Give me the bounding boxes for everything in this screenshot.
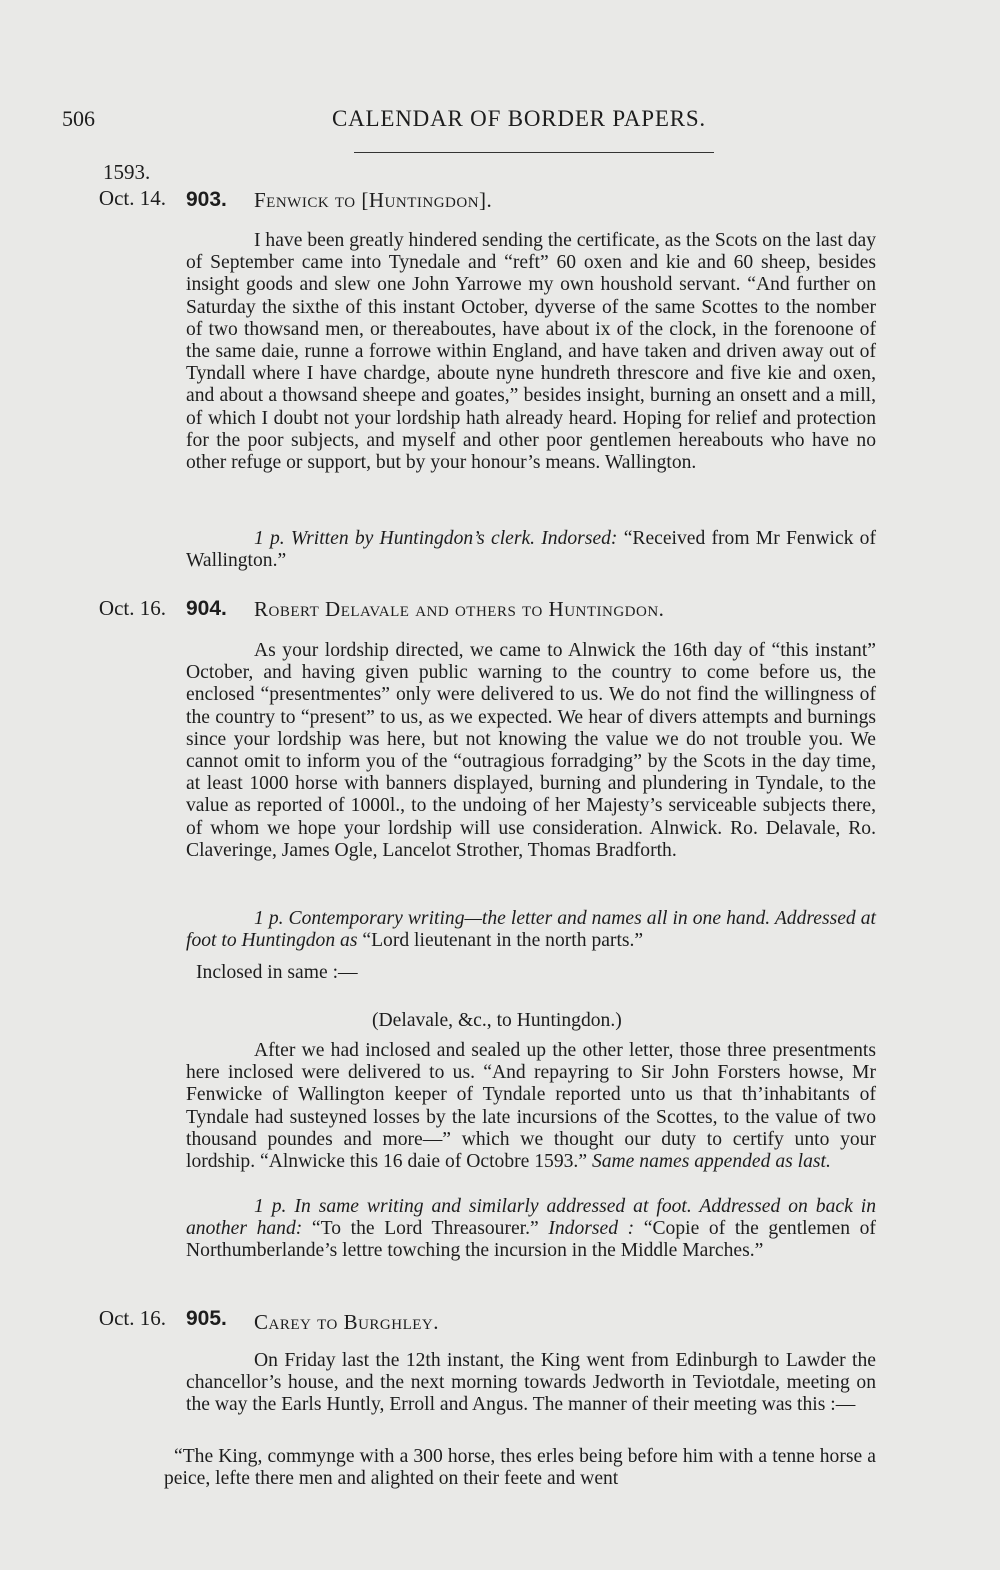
inclosure-title: (Delavale, &c., to Huntingdon.) [372, 1010, 622, 1031]
note-plain: “To the Lord Threasourer.” [311, 1218, 539, 1240]
page-number: 506 [62, 106, 95, 131]
entry-body: I have been greatly hindered sending the certificate, as the Scots on the last day of September came into Tynedale and “reft” 60 oxen and kie and 60 sheep, besides insight goods and slew one John Yarrowe my own houshold servant. “And further on Saturday the sixthe of this instant October, dyverse of the same Scottes to the nomber of two thowsand men, or thereaboutes, have about ix of the clock, in the forenoone of the same daie, runne a forrowe within England, and have taken and driven away out of Tyndall where I have chardge, aboute nyne hundreth threscore and five kie and oxen, and about a thowsand sheepe and goates,” besides insight, burning an onsett and a mill, of which I doubt not your lordship hath already heard. Hoping for relief and protection for the poor subjects, and myself and other poor gentlemen hereabouts who have no other refuge or support, but by your honour’s means. Wallington. [186, 230, 876, 474]
entry-number: 905. [186, 1307, 227, 1330]
entry-note [186, 908, 876, 952]
running-title: CALENDAR OF BORDER PAPERS. [332, 106, 706, 131]
entry-note [186, 528, 876, 572]
inclosure-note [186, 1196, 876, 1263]
inclosure-body [186, 1040, 876, 1173]
note-italic: 1 p. Contemporary writing—the letter and names all in one hand. Addressed at foot to Huntingdon as [186, 908, 876, 952]
note-italic-2: Indorsed : [548, 1218, 635, 1240]
note-italic: 1 p. Written by Huntingdon’s clerk. Indorsed: [254, 528, 618, 549]
inclosure-tail: Same names appended as last. [591, 1151, 831, 1173]
entry-date: Oct. 14. [98, 186, 166, 210]
entry-number: 904. [186, 597, 227, 620]
entry-title: Robert Delavale and others to Huntingdon. [254, 597, 665, 621]
entry-number: 903. [186, 188, 227, 211]
entry-title: Carey to Burghley. [254, 1310, 439, 1334]
entry-year: 1593. [103, 160, 151, 184]
inclosure-text: After we had inclosed and sealed up the other letter, those three presentments here inclosed were delivered to us. “And repayring to Sir John Forsters howse, Mr Fenwicke of Wallington keeper of Tyndale reported unto us that th’inhabitants of Tyndale had susteyned losses by the late incursions of the Scottes, to the value of two thousand poundes and more—” which we thought our duty to certify unto your lordship. “Alnwicke this 16 daie of Octobre 1593.” [186, 1040, 876, 1173]
entry-title: Fenwick to [Huntingdon]. [254, 188, 493, 212]
note-italic: 1 p. In same writing and similarly addressed at foot. Addressed on back in another hand: [186, 1196, 876, 1240]
entry-body: On Friday last the 12th instant, the King went from Edinburgh to Lawder the chancellor’s house, and the next morning towards Jedworth in Teviotdale, meeting on the way the Earls Huntly, Erroll and Angus. The manner of their meeting was this :— [186, 1350, 876, 1416]
note-plain: “Received from Mr Fenwick of Wallington.” [186, 528, 876, 572]
header-rule [354, 152, 714, 153]
page-header [62, 100, 752, 144]
entry-body: As your lordship directed, we came to Alnwick the 16th day of “this instant” October, and having given public warning to the country to come before us, the enclosed “presentmentes” only were delivered to us. We do not find the willingness of the country to “present” to us, as we expected. We hear of divers attempts and burnings since your lordship was here, but not knowing the value we do not trouble you. We cannot omit to inform you of the “outragious forradging” by the Scots in the day time, at least 1000 horse with banners displayed, burning and plundering in Tyndale, to the value as reported of 1000l., to the undoing of her Majesty’s serviceable subjects there, of whom we hope your lordship will use consideration. Alnwick. Ro. Delavale, Ro. Claveringe, James Ogle, Lancelot Strother, Thomas Bradforth. [186, 640, 876, 861]
entry-quote: “The King, commynge with a 300 horse, thes erles being before him with a tenne horse a peice, lefte there men and alighted on their feete and went [164, 1446, 876, 1490]
inclosed-label: Inclosed in same :— [196, 962, 358, 983]
note-plain-2: “Copie of the gentlemen of Northumberlande’s lettre towching the incursion in the Middle Marches.” [186, 1218, 876, 1262]
entry-date: Oct. 16. [98, 1306, 166, 1330]
entry-date: Oct. 16. [98, 596, 166, 620]
note-plain: “Lord lieutenant in the north parts.” [362, 930, 644, 952]
